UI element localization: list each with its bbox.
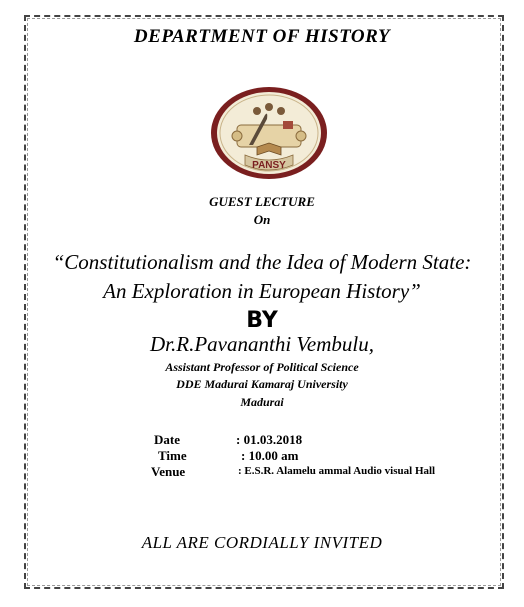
venue-value: : E.S.R. Alamelu ammal Audio visual Hall: [238, 465, 436, 477]
venue-label: Venue: [151, 464, 186, 479]
invitation-line: ALL ARE CORDIALLY INVITED: [141, 533, 383, 552]
date-label: Date: [154, 432, 180, 447]
speaker-institution: DDE Madurai Kamaraj University: [176, 377, 348, 391]
speaker-city: Madurai: [240, 395, 284, 409]
lecture-type: GUEST LECTURE: [209, 194, 315, 209]
talk-title-line2: An Exploration in European History”: [103, 279, 421, 303]
by-label: BY: [246, 308, 278, 333]
lecture-on: On: [253, 212, 271, 227]
logo-label: PANSY: [252, 160, 286, 171]
time-label: Time: [158, 448, 187, 463]
date-value: : 01.03.2018: [236, 432, 303, 447]
time-value: : 10.00 am: [241, 448, 299, 463]
talk-title-line1: “Constitutionalism and the Idea of Modern State:: [52, 250, 472, 274]
department-heading: DEPARTMENT OF HISTORY: [133, 26, 391, 47]
speaker-position: Assistant Professor of Political Science: [165, 360, 359, 374]
speaker-name: Dr.R.Pavananthi Vembulu,: [150, 332, 374, 356]
pansy-logo: [209, 85, 329, 181]
